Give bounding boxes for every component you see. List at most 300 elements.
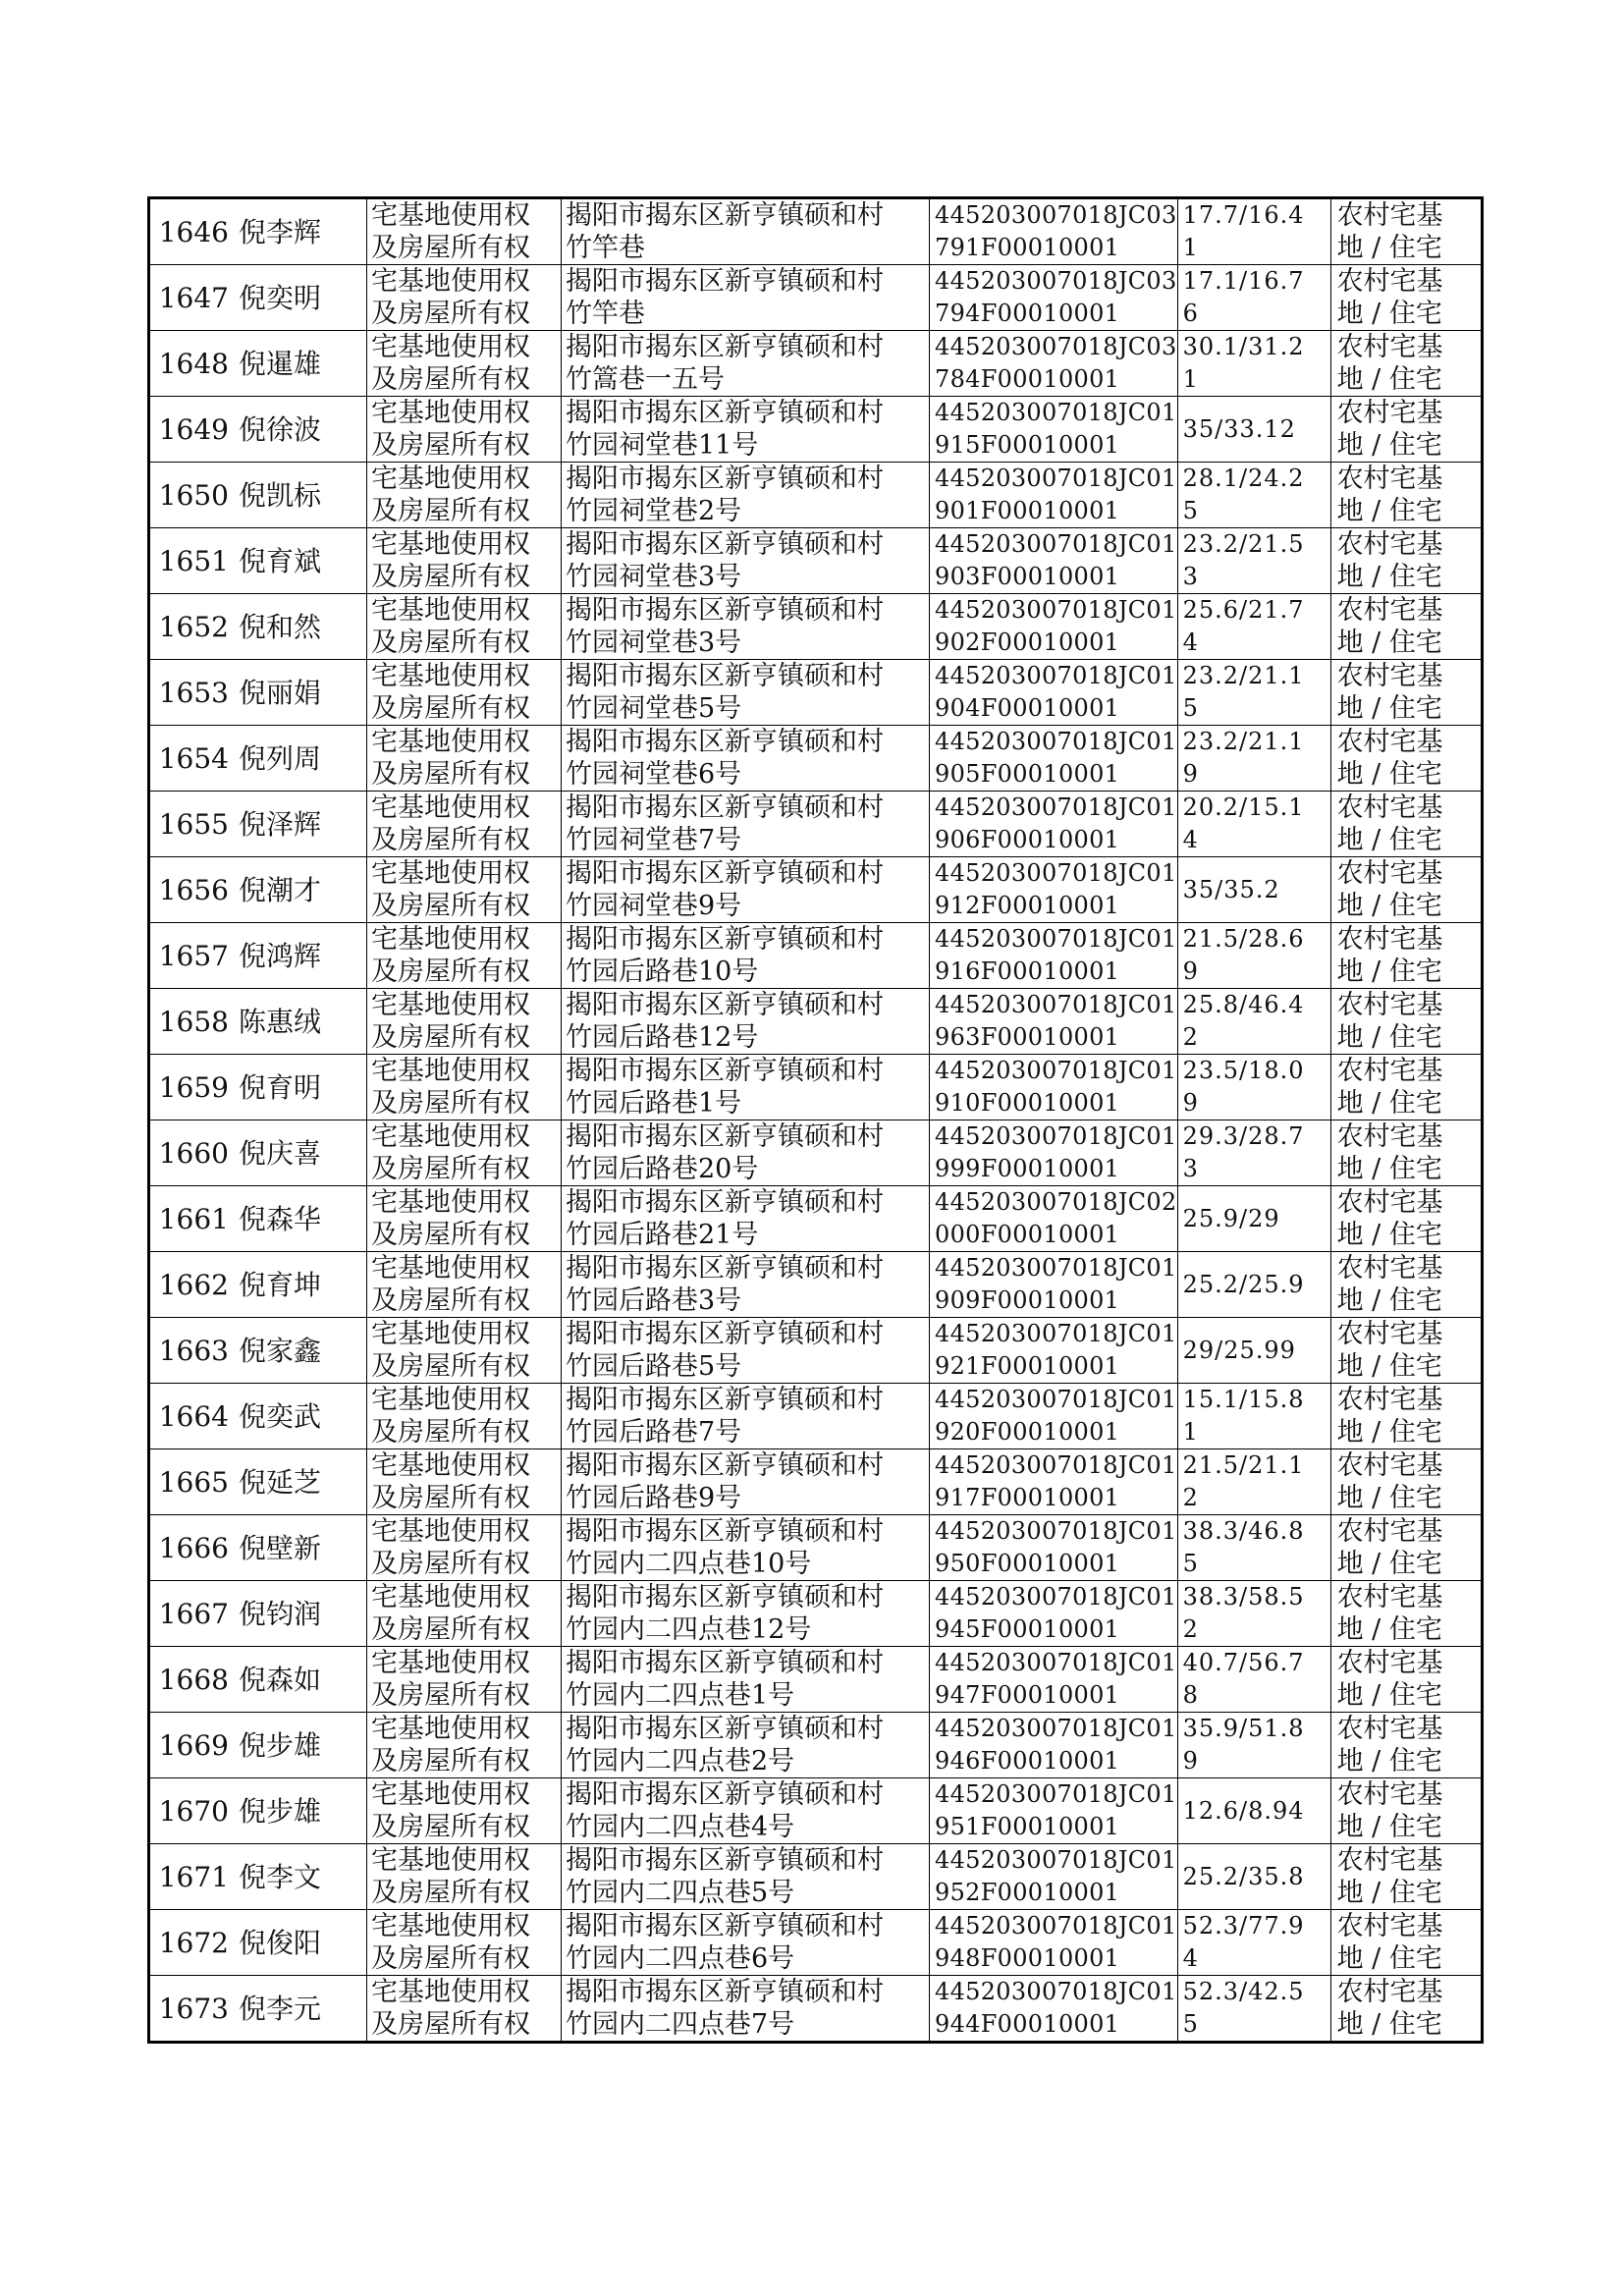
- right-type-line: 宅基地使用权: [371, 1779, 530, 1810]
- unit-code-cell: [930, 1449, 1178, 1515]
- usage-cell: [1330, 528, 1482, 594]
- address-line: 竹园祠堂巷3号: [566, 562, 742, 592]
- address-line: 竹园内二四点巷12号: [566, 1614, 812, 1645]
- owner-name-cell: 倪列周: [233, 726, 367, 792]
- owner-name-cell: 倪奕武: [233, 1384, 367, 1449]
- unit-code-cell: [930, 660, 1178, 726]
- table-row: [149, 265, 1483, 331]
- address-line: 揭阳市揭东区新亨镇硕和村: [566, 1187, 884, 1218]
- row-number-cell: 1658: [149, 989, 234, 1055]
- owner-name-cell: 倪丽娟: [233, 660, 367, 726]
- usage-cell: [1330, 594, 1482, 660]
- area-line: 3: [1182, 563, 1199, 590]
- usage-cell: [1330, 1910, 1482, 1976]
- usage-cell: [1330, 1778, 1482, 1844]
- right-type-line: 及房屋所有权: [371, 1878, 530, 1908]
- table-row: [149, 1120, 1483, 1186]
- address-cell: [562, 1910, 930, 1976]
- table-row: [149, 792, 1483, 857]
- address-line: 揭阳市揭东区新亨镇硕和村: [566, 661, 884, 691]
- usage-cell: [1330, 198, 1482, 265]
- unit-code-cell: [930, 1318, 1178, 1384]
- unit-code-cell: [930, 792, 1178, 857]
- owner-name-cell: 倪育坤: [233, 1252, 367, 1318]
- area-line: 1: [1182, 365, 1199, 393]
- unit-code-cell: [930, 1581, 1178, 1647]
- table-row: [149, 397, 1483, 463]
- address-line: 揭阳市揭东区新亨镇硕和村: [566, 792, 884, 823]
- area-line: 30.1/31.2: [1182, 333, 1305, 360]
- right-type-cell: [367, 1844, 562, 1910]
- unit-code-cell: [930, 857, 1178, 923]
- row-number-cell: 1665: [149, 1449, 234, 1515]
- address-line: 竹园内二四点巷10号: [566, 1549, 812, 1579]
- right-type-cell: [367, 198, 562, 265]
- usage-line: 地 / 住宅: [1336, 628, 1442, 658]
- area-line: 20.2/15.1: [1182, 793, 1305, 821]
- right-type-line: 宅基地使用权: [371, 990, 530, 1020]
- usage-line: 农村宅基: [1336, 529, 1443, 560]
- row-number-cell: 1654: [149, 726, 234, 792]
- row-number-cell: 1649: [149, 397, 234, 463]
- unit-code-line: 445203007018JC01: [935, 859, 1177, 887]
- right-type-cell: [367, 1318, 562, 1384]
- unit-code-line: 445203007018JC01: [935, 662, 1177, 689]
- right-type-line: 及房屋所有权: [371, 2009, 530, 2040]
- usage-cell: [1330, 989, 1482, 1055]
- usage-cell: [1330, 1055, 1482, 1120]
- address-cell: [562, 1449, 930, 1515]
- right-type-line: 及房屋所有权: [371, 233, 530, 263]
- table-row: [149, 1976, 1483, 2043]
- unit-code-line: 445203007018JC01: [935, 1978, 1177, 2005]
- usage-line: 农村宅基: [1336, 1845, 1443, 1876]
- unit-code-cell: [930, 726, 1178, 792]
- address-line: 揭阳市揭东区新亨镇硕和村: [566, 1319, 884, 1349]
- right-type-line: 宅基地使用权: [371, 1450, 530, 1481]
- unit-code-cell: [930, 463, 1178, 528]
- right-type-line: 及房屋所有权: [371, 759, 530, 790]
- row-number-cell: 1671: [149, 1844, 234, 1910]
- unit-code-line: 791F00010001: [935, 234, 1120, 261]
- area-line: 2: [1182, 1484, 1199, 1511]
- unit-code-line: 000F00010001: [935, 1221, 1120, 1248]
- right-type-cell: [367, 660, 562, 726]
- usage-line: 地 / 住宅: [1336, 1220, 1442, 1250]
- unit-code-line: 917F00010001: [935, 1484, 1120, 1511]
- area-line: 23.5/18.0: [1182, 1057, 1305, 1084]
- usage-cell: [1330, 1844, 1482, 1910]
- area-line: 6: [1182, 300, 1199, 327]
- address-line: 揭阳市揭东区新亨镇硕和村: [566, 924, 884, 955]
- owner-name-cell: 倪徐波: [233, 397, 367, 463]
- right-type-line: 宅基地使用权: [371, 1582, 530, 1612]
- right-type-line: 及房屋所有权: [371, 1022, 530, 1053]
- address-line: 揭阳市揭东区新亨镇硕和村: [566, 727, 884, 757]
- row-number-cell: 1668: [149, 1647, 234, 1713]
- unit-code-line: 916F00010001: [935, 957, 1120, 985]
- address-line: 竹园内二四点巷5号: [566, 1878, 795, 1908]
- table-row: [149, 1844, 1483, 1910]
- unit-code-cell: [930, 1910, 1178, 1976]
- area-line: 25.2/35.8: [1182, 1862, 1305, 1890]
- right-type-line: 及房屋所有权: [371, 1417, 530, 1448]
- unit-code-cell: [930, 1976, 1178, 2043]
- unit-code-line: 445203007018JC02: [935, 1188, 1177, 1216]
- usage-line: 农村宅基: [1336, 1582, 1443, 1612]
- usage-line: 农村宅基: [1336, 1714, 1443, 1744]
- address-line: 揭阳市揭东区新亨镇硕和村: [566, 266, 884, 297]
- area-cell: [1177, 857, 1330, 923]
- area-line: 25.6/21.7: [1182, 596, 1305, 624]
- unit-code-line: 794F00010001: [935, 300, 1120, 327]
- right-type-line: 宅基地使用权: [371, 727, 530, 757]
- row-number-cell: 1648: [149, 331, 234, 397]
- area-cell: [1177, 989, 1330, 1055]
- owner-name-cell: 倪凯标: [233, 463, 367, 528]
- unit-code-cell: [930, 1844, 1178, 1910]
- right-type-line: 宅基地使用权: [371, 661, 530, 691]
- usage-cell: [1330, 1515, 1482, 1581]
- table-row: [149, 1778, 1483, 1844]
- address-line: 竹园后路巷20号: [566, 1154, 759, 1184]
- right-type-cell: [367, 1120, 562, 1186]
- usage-line: 地 / 住宅: [1336, 562, 1442, 592]
- usage-line: 农村宅基: [1336, 1385, 1443, 1415]
- owner-name-cell: 倪步雄: [233, 1778, 367, 1844]
- area-line: 23.2/21.5: [1182, 530, 1305, 558]
- area-line: 23.2/21.1: [1182, 728, 1305, 755]
- unit-code-line: 921F00010001: [935, 1352, 1120, 1380]
- right-type-cell: [367, 923, 562, 989]
- usage-line: 农村宅基: [1336, 332, 1443, 362]
- right-type-line: 宅基地使用权: [371, 1385, 530, 1415]
- right-type-line: 宅基地使用权: [371, 595, 530, 626]
- area-line: 35/35.2: [1182, 875, 1280, 903]
- table-row: [149, 660, 1483, 726]
- unit-code-cell: [930, 265, 1178, 331]
- address-line: 揭阳市揭东区新亨镇硕和村: [566, 200, 884, 231]
- address-line: 揭阳市揭东区新亨镇硕和村: [566, 1056, 884, 1086]
- usage-cell: [1330, 792, 1482, 857]
- right-type-cell: [367, 1252, 562, 1318]
- usage-line: 地 / 住宅: [1336, 1878, 1442, 1908]
- area-line: 8: [1182, 1681, 1199, 1709]
- usage-cell: [1330, 1449, 1482, 1515]
- address-line: 揭阳市揭东区新亨镇硕和村: [566, 1977, 884, 2007]
- usage-line: 农村宅基: [1336, 595, 1443, 626]
- right-type-line: 及房屋所有权: [371, 1746, 530, 1776]
- row-number-cell: 1663: [149, 1318, 234, 1384]
- area-cell: [1177, 331, 1330, 397]
- area-line: 2: [1182, 1023, 1199, 1051]
- unit-code-line: 944F00010001: [935, 2010, 1120, 2038]
- right-type-line: 宅基地使用权: [371, 1319, 530, 1349]
- usage-line: 农村宅基: [1336, 1911, 1443, 1941]
- address-line: 竹园后路巷3号: [566, 1285, 742, 1316]
- address-cell: [562, 1252, 930, 1318]
- address-cell: [562, 1515, 930, 1581]
- area-cell: [1177, 923, 1330, 989]
- unit-code-line: 947F00010001: [935, 1681, 1120, 1709]
- address-line: 竹篙巷一五号: [566, 364, 725, 395]
- unit-code-line: 445203007018JC01: [935, 1583, 1177, 1611]
- table-row: [149, 1581, 1483, 1647]
- table-row: [149, 198, 1483, 265]
- usage-line: 农村宅基: [1336, 398, 1443, 428]
- right-type-cell: [367, 857, 562, 923]
- owner-name-cell: 倪李文: [233, 1844, 367, 1910]
- right-type-cell: [367, 331, 562, 397]
- right-type-line: 宅基地使用权: [371, 1253, 530, 1284]
- area-line: 38.3/46.8: [1182, 1517, 1305, 1545]
- address-line: 竹园祠堂巷6号: [566, 759, 742, 790]
- unit-code-line: 445203007018JC01: [935, 1715, 1177, 1742]
- right-type-line: 及房屋所有权: [371, 430, 530, 461]
- right-type-line: 及房屋所有权: [371, 956, 530, 987]
- right-type-line: 宅基地使用权: [371, 1187, 530, 1218]
- usage-cell: [1330, 1976, 1482, 2043]
- address-line: 揭阳市揭东区新亨镇硕和村: [566, 1516, 884, 1547]
- right-type-line: 及房屋所有权: [371, 693, 530, 724]
- unit-code-cell: [930, 1120, 1178, 1186]
- area-line: 1: [1182, 234, 1199, 261]
- right-type-line: 宅基地使用权: [371, 398, 530, 428]
- unit-code-line: 904F00010001: [935, 694, 1120, 722]
- address-line: 揭阳市揭东区新亨镇硕和村: [566, 529, 884, 560]
- unit-code-cell: [930, 989, 1178, 1055]
- usage-line: 农村宅基: [1336, 924, 1443, 955]
- address-line: 竹园后路巷10号: [566, 956, 759, 987]
- right-type-line: 及房屋所有权: [371, 1285, 530, 1316]
- property-register-table: [147, 196, 1484, 2044]
- address-line: 竹园祠堂巷9号: [566, 891, 742, 921]
- usage-line: 农村宅基: [1336, 858, 1443, 889]
- area-cell: [1177, 1055, 1330, 1120]
- table-row: [149, 1713, 1483, 1778]
- right-type-line: 及房屋所有权: [371, 1483, 530, 1513]
- row-number-cell: 1650: [149, 463, 234, 528]
- row-number-cell: 1656: [149, 857, 234, 923]
- area-cell: [1177, 1384, 1330, 1449]
- unit-code-line: 445203007018JC01: [935, 1254, 1177, 1282]
- table-row: [149, 463, 1483, 528]
- area-cell: [1177, 1186, 1330, 1252]
- owner-name-cell: 倪森如: [233, 1647, 367, 1713]
- usage-cell: [1330, 1252, 1482, 1318]
- row-number-cell: 1646: [149, 198, 234, 265]
- unit-code-line: 445203007018JC03: [935, 201, 1177, 229]
- owner-name-cell: 陈惠绒: [233, 989, 367, 1055]
- address-cell: [562, 528, 930, 594]
- usage-line: 农村宅基: [1336, 727, 1443, 757]
- address-line: 竹园后路巷9号: [566, 1483, 742, 1513]
- usage-line: 农村宅基: [1336, 464, 1443, 494]
- usage-cell: [1330, 397, 1482, 463]
- area-cell: [1177, 792, 1330, 857]
- usage-line: 地 / 住宅: [1336, 364, 1442, 395]
- address-cell: [562, 923, 930, 989]
- area-line: 1: [1182, 1418, 1199, 1446]
- usage-line: 地 / 住宅: [1336, 1351, 1442, 1382]
- table-row: [149, 726, 1483, 792]
- right-type-line: 及房屋所有权: [371, 1154, 530, 1184]
- area-cell: [1177, 528, 1330, 594]
- right-type-line: 宅基地使用权: [371, 1714, 530, 1744]
- owner-name-cell: 倪步雄: [233, 1713, 367, 1778]
- row-number-cell: 1651: [149, 528, 234, 594]
- usage-line: 地 / 住宅: [1336, 2009, 1442, 2040]
- address-line: 揭阳市揭东区新亨镇硕和村: [566, 332, 884, 362]
- area-line: 28.1/24.2: [1182, 464, 1305, 492]
- usage-line: 农村宅基: [1336, 1319, 1443, 1349]
- owner-name-cell: 倪鸿辉: [233, 923, 367, 989]
- area-line: 21.5/28.6: [1182, 925, 1305, 953]
- usage-line: 地 / 住宅: [1336, 233, 1442, 263]
- row-number-cell: 1660: [149, 1120, 234, 1186]
- area-line: 3: [1182, 1155, 1199, 1182]
- address-line: 竹园祠堂巷2号: [566, 496, 742, 526]
- address-cell: [562, 792, 930, 857]
- row-number-cell: 1657: [149, 923, 234, 989]
- owner-name-cell: 倪暹雄: [233, 331, 367, 397]
- unit-code-cell: [930, 1647, 1178, 1713]
- address-line: 竹园后路巷7号: [566, 1417, 742, 1448]
- area-cell: [1177, 463, 1330, 528]
- right-type-cell: [367, 1384, 562, 1449]
- owner-name-cell: 倪家鑫: [233, 1318, 367, 1384]
- table-row: [149, 923, 1483, 989]
- unit-code-line: 906F00010001: [935, 826, 1120, 853]
- right-type-cell: [367, 1055, 562, 1120]
- row-number-cell: 1666: [149, 1515, 234, 1581]
- right-type-line: 及房屋所有权: [371, 562, 530, 592]
- unit-code-line: 445203007018JC01: [935, 464, 1177, 492]
- address-line: 揭阳市揭东区新亨镇硕和村: [566, 1779, 884, 1810]
- area-line: 4: [1182, 1944, 1199, 1972]
- area-line: 2: [1182, 1615, 1199, 1643]
- right-type-line: 及房屋所有权: [371, 299, 530, 329]
- right-type-line: 及房屋所有权: [371, 825, 530, 855]
- unit-code-line: 950F00010001: [935, 1550, 1120, 1577]
- unit-code-cell: [930, 331, 1178, 397]
- row-number-cell: 1655: [149, 792, 234, 857]
- address-line: 竹竿巷: [566, 299, 645, 329]
- address-cell: [562, 594, 930, 660]
- owner-name-cell: 倪奕明: [233, 265, 367, 331]
- area-cell: [1177, 1647, 1330, 1713]
- row-number-cell: 1652: [149, 594, 234, 660]
- area-line: 12.6/8.94: [1182, 1796, 1305, 1825]
- area-cell: [1177, 1976, 1330, 2043]
- area-cell: [1177, 1713, 1330, 1778]
- unit-code-line: 902F00010001: [935, 628, 1120, 656]
- unit-code-cell: [930, 1055, 1178, 1120]
- right-type-line: 宅基地使用权: [371, 266, 530, 297]
- right-type-line: 及房屋所有权: [371, 1088, 530, 1119]
- unit-code-line: 445203007018JC01: [935, 1057, 1177, 1084]
- address-line: 竹园内二四点巷7号: [566, 2009, 795, 2040]
- area-line: 25.2/25.9: [1182, 1270, 1305, 1298]
- address-line: 揭阳市揭东区新亨镇硕和村: [566, 990, 884, 1020]
- right-type-line: 及房屋所有权: [371, 1812, 530, 1842]
- unit-code-cell: [930, 1713, 1178, 1778]
- unit-code-line: 445203007018JC03: [935, 333, 1177, 360]
- right-type-cell: [367, 1976, 562, 2043]
- unit-code-line: 920F00010001: [935, 1418, 1120, 1446]
- right-type-line: 宅基地使用权: [371, 1911, 530, 1941]
- usage-cell: [1330, 1713, 1482, 1778]
- table-row: [149, 1318, 1483, 1384]
- unit-code-line: 445203007018JC01: [935, 1386, 1177, 1413]
- area-line: 25.8/46.4: [1182, 991, 1305, 1018]
- area-line: 4: [1182, 826, 1199, 853]
- usage-cell: [1330, 1318, 1482, 1384]
- area-cell: [1177, 1120, 1330, 1186]
- unit-code-line: 445203007018JC01: [935, 1517, 1177, 1545]
- area-line: 5: [1182, 694, 1199, 722]
- unit-code-cell: [930, 594, 1178, 660]
- owner-name-cell: 倪和然: [233, 594, 367, 660]
- usage-line: 地 / 住宅: [1336, 1943, 1442, 1974]
- row-number-cell: 1659: [149, 1055, 234, 1120]
- unit-code-line: 445203007018JC01: [935, 1122, 1177, 1150]
- unit-code-cell: [930, 1186, 1178, 1252]
- usage-line: 地 / 住宅: [1336, 1746, 1442, 1776]
- right-type-line: 及房屋所有权: [371, 628, 530, 658]
- address-line: 竹园内二四点巷2号: [566, 1746, 795, 1776]
- unit-code-line: 910F00010001: [935, 1089, 1120, 1117]
- usage-line: 农村宅基: [1336, 661, 1443, 691]
- area-line: 52.3/77.9: [1182, 1912, 1305, 1940]
- right-type-line: 及房屋所有权: [371, 891, 530, 921]
- right-type-line: 及房屋所有权: [371, 1220, 530, 1250]
- unit-code-line: 445203007018JC01: [935, 793, 1177, 821]
- row-number-cell: 1673: [149, 1976, 234, 2043]
- usage-line: 地 / 住宅: [1336, 299, 1442, 329]
- right-type-line: 宅基地使用权: [371, 529, 530, 560]
- area-cell: [1177, 1449, 1330, 1515]
- right-type-line: 及房屋所有权: [371, 1549, 530, 1579]
- usage-line: 地 / 住宅: [1336, 1614, 1442, 1645]
- right-type-line: 宅基地使用权: [371, 858, 530, 889]
- right-type-line: 宅基地使用权: [371, 1516, 530, 1547]
- address-cell: [562, 1647, 930, 1713]
- owner-name-cell: 倪俊阳: [233, 1910, 367, 1976]
- usage-line: 地 / 住宅: [1336, 825, 1442, 855]
- right-type-cell: [367, 1713, 562, 1778]
- address-line: 揭阳市揭东区新亨镇硕和村: [566, 464, 884, 494]
- usage-line: 农村宅基: [1336, 266, 1443, 297]
- usage-line: 农村宅基: [1336, 1121, 1443, 1152]
- area-line: 23.2/21.1: [1182, 662, 1305, 689]
- address-cell: [562, 1318, 930, 1384]
- unit-code-cell: [930, 1252, 1178, 1318]
- right-type-cell: [367, 594, 562, 660]
- area-line: 4: [1182, 628, 1199, 656]
- unit-code-line: 912F00010001: [935, 892, 1120, 919]
- area-cell: [1177, 265, 1330, 331]
- unit-code-line: 963F00010001: [935, 1023, 1120, 1051]
- usage-line: 农村宅基: [1336, 792, 1443, 823]
- owner-name-cell: 倪森华: [233, 1186, 367, 1252]
- area-cell: [1177, 1515, 1330, 1581]
- unit-code-line: 445203007018JC01: [935, 991, 1177, 1018]
- right-type-line: 宅基地使用权: [371, 1056, 530, 1086]
- address-line: 揭阳市揭东区新亨镇硕和村: [566, 595, 884, 626]
- area-cell: [1177, 1318, 1330, 1384]
- usage-cell: [1330, 857, 1482, 923]
